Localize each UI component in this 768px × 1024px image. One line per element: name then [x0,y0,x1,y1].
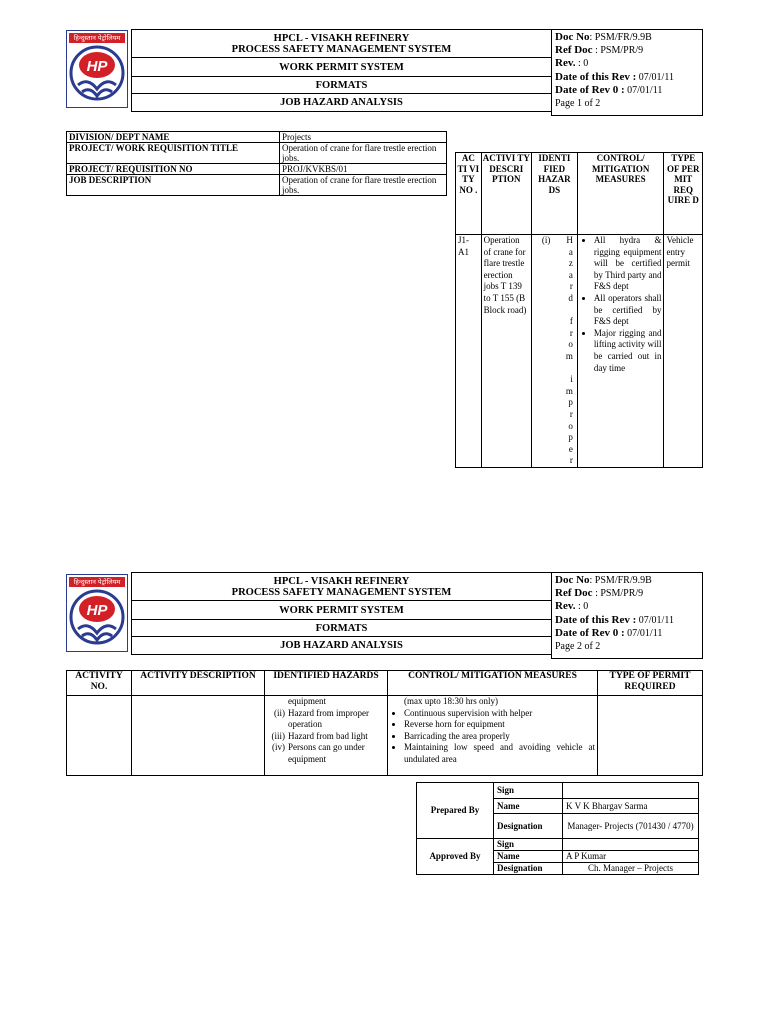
col-permit: TYPE OF PER MIT REQ UIRE D [664,153,703,235]
doc-no-label: Doc No [555,574,590,586]
date-rev0-value: 07/01/11 [624,84,663,96]
table-row [67,696,703,776]
info-value: PROJ/KVKBS/01 [280,164,447,175]
approved-sign-field[interactable] [563,839,699,851]
controls-list [580,235,662,374]
doc-no-value: : PSM/FR/9.9B [589,575,652,586]
col-activity-desc: ACTIVI TY DESCRI PTION [481,153,531,235]
hazard-char: o [568,420,573,431]
hazard-char [534,305,573,317]
list-item: • Reverse horn for equipment [404,719,595,731]
activity-desc-cell [132,696,265,776]
hazard-number: (iii) [271,730,285,741]
hazard-char: H [566,235,573,245]
prepared-name: K V K Bhargav Sarma [563,799,699,814]
designation-label: Designation [494,814,563,839]
activity-desc-cell: Operation of crane for flare trestle erection jobs T 139 to T 155 (B Block road) [481,235,531,468]
header-formats: FORMATS [132,77,552,94]
header-jha: JOB HAZARD ANALYSIS [132,637,552,655]
ref-doc-value: : PSM/PR/9 [592,45,644,57]
hazards-cell [531,235,577,468]
page-number: Page 1 of 2 [555,98,601,110]
rev-label: Rev. [555,57,576,70]
controls-list [390,708,595,766]
info-value: Projects [280,132,447,143]
hazard-vertical-text [534,235,575,467]
prepared-by-label: Prepared By [417,783,494,839]
logo-band-text: हिन्दुस्तान पेट्रोलियम [69,33,125,43]
hazard-char: a [568,269,573,280]
logo-band-text: हिन्दुस्तान पेट्रोलियम [69,577,125,587]
doc-meta [551,572,703,659]
date-rev0-value: 07/01/11 [624,627,663,639]
hazard-continued: equipment [288,696,326,706]
control-continued: (max upto 18:30 hrs only) [404,696,498,706]
hp-logo [66,30,128,108]
logo-mark-text: HP [86,602,108,619]
prepared-sign-field[interactable] [563,783,699,799]
activity-no-cell: J1-A1 [456,235,482,468]
approved-designation: Ch. Manager – Projects [563,863,699,875]
header-table [131,572,552,655]
header-formats: FORMATS [132,620,552,637]
hazard-char: a [568,246,573,257]
hazard-char: r [569,408,573,419]
rev-value: : 0 [575,601,589,613]
doc-no-label: Doc No [555,31,590,43]
hazard-char: o [568,339,573,350]
hazard-char: e [568,443,573,454]
header-title [132,573,552,601]
list-item: • Barricading the area properly [404,731,595,743]
hazard-text: Hazard from improper operation [288,707,369,729]
header-line-1: HPCL - VISAKH REFINERY [273,575,410,587]
info-row [67,164,447,175]
hazard-text: Persons can go under equipment [288,742,365,764]
hazard-char: m [565,350,573,361]
doc-no-value: : PSM/FR/9.9B [589,32,652,43]
list-item [267,708,385,731]
jha-table-continued [66,670,703,776]
date-rev-value: 07/01/11 [636,614,674,626]
info-key: PROJECT/ WORK REQUISITION TITLE [67,143,280,164]
hazard-char: z [568,258,573,269]
col-controls: CONTROL/ MITIGATION MEASURES [388,671,598,696]
col-controls: CONTROL/ MITIGATION MEASURES [577,153,664,235]
info-value: Operation of crane for flare trestle erection jobs. [280,143,447,164]
col-permit: TYPE OF PERMIT REQUIRED [598,671,703,696]
list-item [267,731,385,743]
header-work-permit: WORK PERMIT SYSTEM [132,58,552,77]
date-rev0-label: Date of Rev 0 : [555,83,625,96]
info-key: JOB DESCRIPTION [67,175,280,196]
project-info-table [66,131,447,196]
header-line-2: PROCESS SAFETY MANAGEMENT SYSTEM [231,43,452,55]
col-hazards: IDENTI FIED HAZAR DS [531,153,577,235]
col-hazards: IDENTIFIED HAZARDS [265,671,388,696]
hp-logo [66,574,128,652]
table-row [456,235,703,468]
col-activity-no: ACTIVITY NO. [67,671,132,696]
activity-no-cell [67,696,132,776]
name-label: Name [494,851,563,863]
sign-label: Sign [494,839,563,851]
hazard-char: d [568,292,573,303]
hazards-list [267,708,385,766]
hazards-cell [265,696,388,776]
header-line-1: HPCL - VISAKH REFINERY [273,32,410,44]
hazard-char: p [568,397,573,408]
info-row [67,143,447,164]
hazard-char [534,363,573,375]
col-activity-desc: ACTIVITY DESCRIPTION [132,671,265,696]
hazard-number: (i) [541,235,551,245]
hazard-char: r [569,455,573,466]
list-item: • Major rigging and lifting activity will be carried out in day time [594,328,662,374]
name-label: Name [494,799,563,814]
info-key: PROJECT/ REQUISITION NO [67,164,280,175]
date-rev0-label: Date of Rev 0 : [555,626,625,639]
hazard-char: r [569,327,573,338]
permit-cell: Vehicle entry permit [664,235,703,468]
hp-emblem-icon [68,587,126,649]
page-number: Page 2 of 2 [555,641,601,653]
hazard-number: (iv) [272,742,285,752]
controls-cell [577,235,664,468]
hazard-text: Hazard from bad light [288,730,368,741]
sign-label: Sign [494,783,563,799]
prepared-designation: Manager- Projects (701430 / 4770) [563,814,699,839]
info-row [67,132,447,143]
header-table [131,29,552,112]
designation-label: Designation [494,863,563,875]
list-item [267,742,385,765]
jha-table [455,152,703,468]
hazard-char: p [568,432,573,443]
hazard-number: (ii) [274,707,285,718]
logo-mark-text: HP [86,58,108,75]
hazard-char: f [569,316,573,327]
info-key: DIVISION/ DEPT NAME [67,132,280,143]
header-work-permit: WORK PERMIT SYSTEM [132,601,552,620]
rev-value: : 0 [575,58,589,70]
hazard-char: r [569,281,573,292]
page-2 [0,560,768,890]
hp-emblem-icon [68,43,126,105]
date-rev-label: Date of this Rev : [555,70,637,83]
list-item: • Maintaining low speed and avoiding vehicle at undulated area [404,742,595,765]
ref-doc-label: Ref Doc [555,44,593,57]
col-activity-no: AC TI VI TY NO . [456,153,482,235]
ref-doc-value: : PSM/PR/9 [592,588,644,600]
header-jha: JOB HAZARD ANALYSIS [132,94,552,112]
permit-cell [598,696,703,776]
list-item: • Continuous supervision with helper [404,708,595,720]
rev-label: Rev. [555,600,576,613]
list-item: • All hydra & rigging equipment will be certified by Third party and F&S dept [594,235,662,293]
hazard-char: m [565,385,573,396]
date-rev-label: Date of this Rev : [555,613,637,626]
approved-name: A P Kumar [563,851,699,863]
signoff-table [416,782,699,875]
ref-doc-label: Ref Doc [555,587,593,600]
list-item: • All operators shall be certified by F&S dept [594,293,662,328]
header-line-2: PROCESS SAFETY MANAGEMENT SYSTEM [231,586,452,598]
hazard-char: i [570,374,573,385]
header-title [132,30,552,58]
date-rev-value: 07/01/11 [636,71,674,83]
approved-by-label: Approved By [417,839,494,875]
info-row [67,175,447,196]
doc-meta [551,29,703,116]
controls-cell [388,696,598,776]
info-value: Operation of crane for flare trestle erection jobs. [280,175,447,196]
